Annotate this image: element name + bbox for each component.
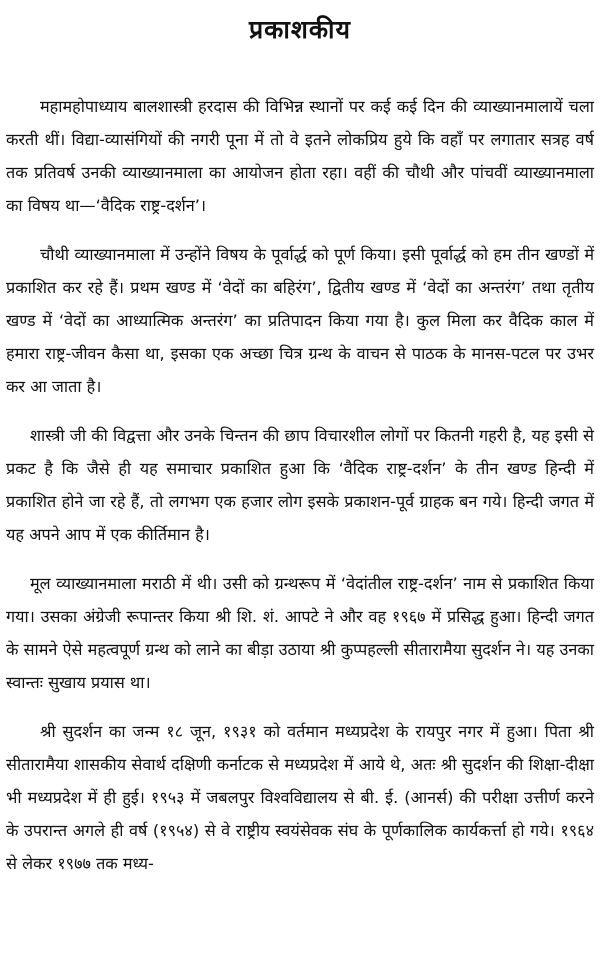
paragraph-1: महामहोपाध्याय बालशास्त्री हरदास की विभिन्न स्थानों पर कई कई दिन की व्याख्यानमालायें चला करती थीं। विद्या-व्यासंगियों की नगरी पूना में तो वे इतने लोकप्रिय हुये कि वहाँ पर लगातार सत्रह वर्ष तक प्रतिवर्ष उनकी व्याख्यानमाला का आयोजन होता रहा। वहीं की चौथी और पांचवीं व्याख्यानमाला का विषय था—‘वैदिक राष्ट्र-दर्शन’। [6, 97, 594, 215]
paragraph-5: श्री सुदर्शन का जन्म १८ जून, १९३१ को वर्तमान मध्यप्रदेश के रायपुर नगर में हुआ। पिता श्री सीतारामैया शासकीय सेवार्थ दक्षिणी कर्नाटक से मध्यप्रदेश में आये थे, अतः श्री सुदर्शन की शिक्षा-दीक्षा भी मध्यप्रदेश में ही हुई। १९५३ में जबलपुर विश्वविद्यालय से बी. ई. (आनर्स) की परीक्षा उत्तीर्ण करने के उपरान्त अगले ही वर्ष (१९५४) से वे राष्ट्रीय स्वयंसेवक संघ के पूर्णकालिक कार्यकर्त्ता हो गये। १९६४ से लेकर १९७७ तक मध्य- [6, 722, 594, 873]
paragraph-3: शास्त्री जी की विद्वत्ता और उनके चिन्तन की छाप विचारशील लोगों पर कितनी गहरी है, यह इसी से प्रकट है कि जैसे ही यह समाचार प्रकाशित हुआ कि ‘वैदिक राष्ट्र-दर्शन’ के तीन खण्ड हिन्दी में प्रकाशित होने जा रहे हैं, तो लगभग एक हजार लोग इसके प्रकाशन-पूर्व ग्राहक बन गये। हिन्दी जगत में यह अपने आप में एक कीर्तिमान है। [6, 426, 594, 544]
page-title: प्रकाशकीय [248, 15, 352, 44]
paragraph-2: चौथी व्याख्यानमाला में उन्होंने विषय के पूर्वार्द्ध को पूर्ण किया। इसी पूर्वार्द्ध को हम तीन खण्डों में प्रकाशित कर रहे हैं। प्रथम खण्ड में ‘वेदों का बहिरंग’, द्वितीय खण्ड में ‘वेदों का अन्तरंग’ तथा तृतीय खण्ड में ‘वेदों का आध्यात्मिक अन्तरंग’ का प्रतिपादन किया गया है। कुल मिला कर वैदिक काल में हमारा राष्ट्र-जीवन कैसा था, इसका एक अच्छा चित्र ग्रन्थ के वाचन से पाठक के मानस-पटल पर उभर कर आ जाता है। [6, 245, 594, 396]
paragraph-4: मूल व्याख्यानमाला मराठी में थी। उसी को ग्रन्थरूप में ‘वेदांतील राष्ट्र-दर्शन’ नाम से प्रकाशित किया गया। उसका अंग्रेजी रूपान्तर किया श्री शि. शं. आपटे ने और वह १९६७ में प्रसिद्ध हुआ। हिन्दी जगत के सामने ऐसे महत्वपूर्ण ग्रन्थ को लाने का बीड़ा उठाया श्री कुप्पहल्ली सीतारामैया सुदर्शन ने। यह उनका स्वान्तः सुखाय प्रयास था। [6, 574, 594, 692]
